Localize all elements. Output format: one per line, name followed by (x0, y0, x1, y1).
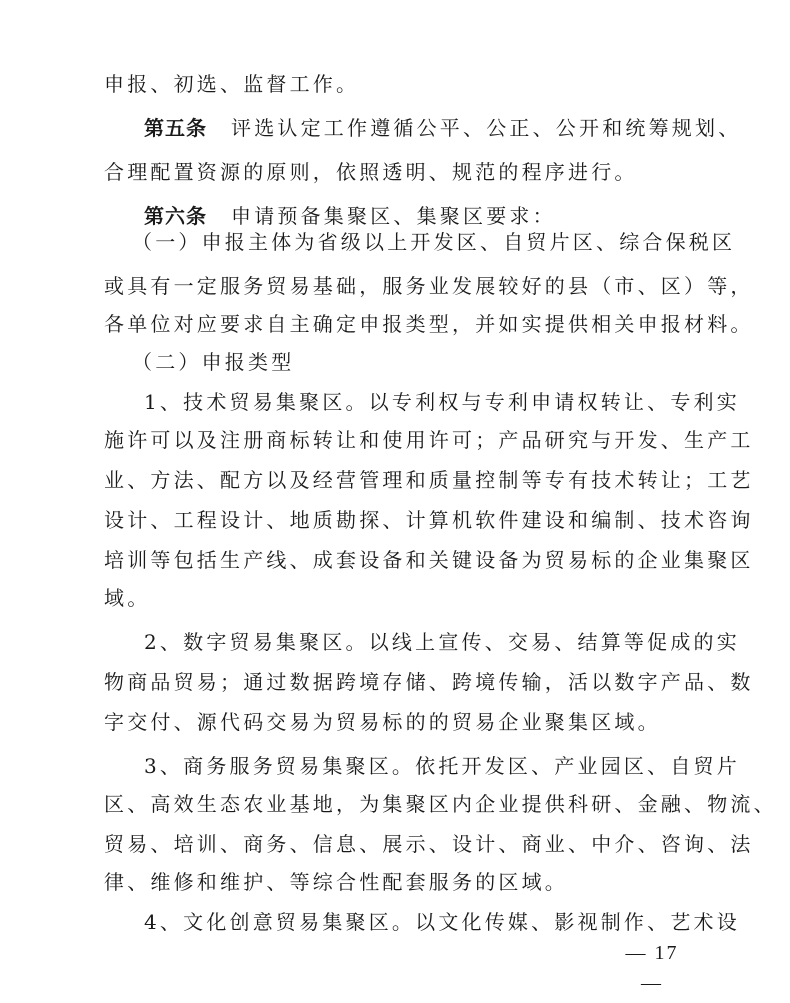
line-text: 1、技术贸易集聚区。以专利权与专利申请权转让、专利实 (144, 390, 740, 414)
line-text: （二）申报类型 (132, 350, 295, 374)
text-line (104, 576, 694, 620)
line-text: 申请预备集聚区、集聚区要求： (231, 204, 556, 228)
line-text: 区、高效生态农业基地，为集聚区内企业提供科研、金融、物流、 (104, 792, 777, 816)
text-line (104, 150, 694, 194)
line-text: 域。 (104, 586, 151, 610)
line-text: 业、方法、配方以及经营管理和质量控制等专有技术转让；工艺 (104, 468, 754, 492)
line-text: 律、维修和维护、等综合性配套服务的区域。 (104, 870, 568, 894)
line-text: 申报、初选、监督工作。 (104, 72, 360, 96)
line-text: 或具有一定服务贸易基础，服务业发展较好的县（市、区）等， (104, 274, 754, 298)
text-line (104, 700, 694, 744)
text-line (104, 418, 754, 462)
text-line (104, 458, 754, 502)
article-heading-five: 第五条 (144, 116, 207, 140)
line-text: （一）申报主体为省级以上开发区、自贸片区、综合保税区 (132, 230, 736, 254)
line-text: 评选认定工作遵循公平、公正、公开和统筹规划、 (231, 116, 742, 140)
line-text: 2、数字贸易集聚区。以线上宣传、交易、结算等促成的实 (144, 630, 740, 654)
text-line (144, 620, 740, 664)
page-number: — 17 — (625, 942, 679, 994)
line-text: 各单位对应要求自主确定申报类型，并如实提供相关申报材料。 (104, 312, 754, 336)
text-line (104, 498, 754, 542)
line-text: 贸易、培训、商务、信息、展示、设计、商业、中介、咨询、法 (104, 832, 754, 856)
line-text: 施许可以及注册商标转让和使用许可；产品研究与开发、生产工 (104, 428, 754, 452)
text-line (104, 660, 754, 704)
text-line (104, 860, 694, 904)
section-heading (132, 340, 694, 384)
line-text: 3、商务服务贸易集聚区。依托开发区、产业园区、自贸片 (144, 754, 740, 778)
line-text: 设计、工程设计、地质勘探、计算机软件建设和编制、技术咨询 (104, 508, 754, 532)
line-text: 合理配置资源的原则，依照透明、规范的程序进行。 (104, 160, 638, 184)
line-text: 字交付、源代码交易为贸易标的的贸易企业聚集区域。 (104, 710, 661, 734)
article-five-line (144, 106, 742, 150)
text-line (104, 62, 694, 106)
line-text: 物商品贸易；通过数据跨境存储、跨境传输，活以数字产品、数 (104, 670, 754, 694)
text-line (104, 782, 777, 826)
article-heading-six: 第六条 (144, 204, 207, 228)
line-text: 4、文化创意贸易集聚区。以文化传媒、影视制作、艺术设 (144, 910, 740, 934)
text-line (132, 220, 736, 264)
line-text: 培训等包括生产线、成套设备和关键设备为贸易标的企业集聚区 (104, 548, 754, 572)
